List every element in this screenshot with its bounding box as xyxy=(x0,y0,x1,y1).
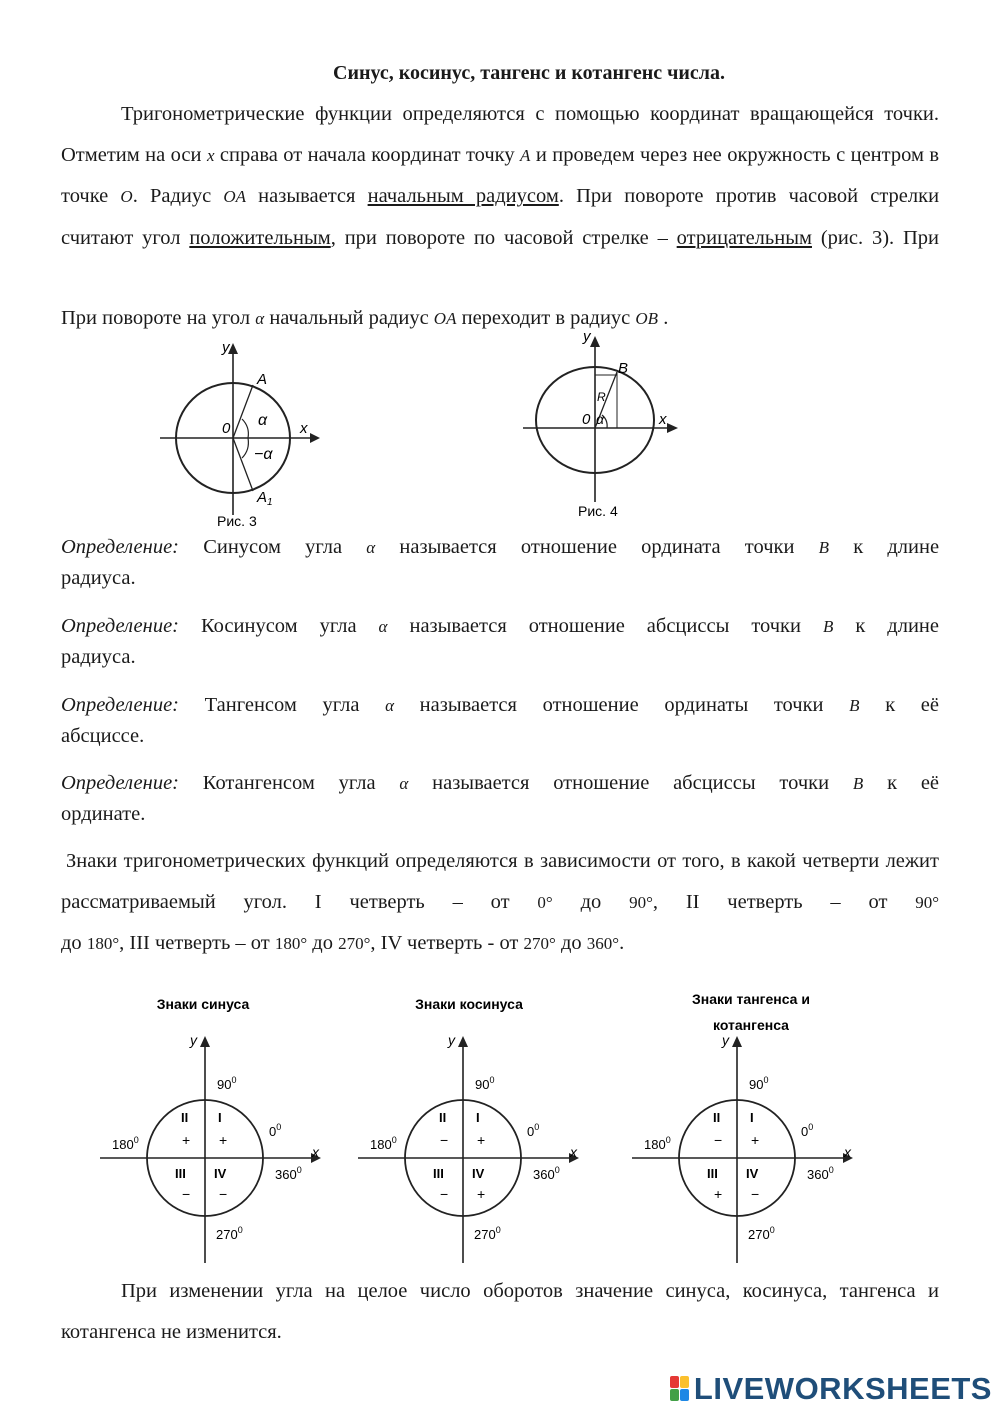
fig3-caption: Рис. 3 xyxy=(217,513,257,529)
diagram-title: Знаки синуса xyxy=(156,996,250,1012)
text: абсциссе. xyxy=(61,725,145,747)
fig3-origin-label: 0 xyxy=(222,420,231,437)
angle-0-label: $0^0$ xyxy=(527,1122,540,1139)
quadrant-iii-sign: − xyxy=(440,1186,449,1202)
diagram-title: Знаки тангенса и xyxy=(692,991,810,1007)
fig3-angle-arc-neg xyxy=(242,438,248,458)
math-alpha: α xyxy=(399,774,409,793)
quadrant-ii-label: II xyxy=(713,1110,721,1125)
term-initial-radius: начальным радиусом xyxy=(367,185,559,208)
fig4-x-arrow xyxy=(667,423,678,433)
quadrant-iii-sign: − xyxy=(182,1186,191,1202)
text: переходит в радиус xyxy=(461,307,631,329)
definition-label: Определение: xyxy=(61,694,179,716)
quadrant-ii-label: II xyxy=(439,1110,447,1125)
angle-value: 270° xyxy=(523,934,556,953)
math-alpha: α xyxy=(255,309,265,328)
fig4-radius-r: R xyxy=(597,390,606,404)
figure-3 xyxy=(150,335,350,535)
y-label: y xyxy=(448,1032,455,1048)
math-o: O xyxy=(120,187,133,207)
text: к длине xyxy=(853,536,940,558)
text: до xyxy=(580,890,602,913)
angle-0-label: $0^0$ xyxy=(269,1122,282,1139)
text: называется отношение ордината точки xyxy=(399,536,795,558)
quadrant-ii-sign: − xyxy=(440,1132,449,1148)
angle-180-label: $180^0$ xyxy=(112,1135,139,1152)
quadrant-iii-sign: + xyxy=(714,1186,723,1202)
angle-360-label: $360^0$ xyxy=(533,1165,560,1182)
fig3-x-label: x xyxy=(300,420,308,437)
text: Косинусом угла xyxy=(200,615,357,637)
definition-cosine xyxy=(61,611,939,673)
definition-label: Определение: xyxy=(61,615,179,637)
logo-icon xyxy=(670,1376,690,1402)
math-alpha: α xyxy=(385,696,395,715)
text: радиуса. xyxy=(61,646,136,668)
text: называется отношение ординаты точки xyxy=(419,694,824,716)
quadrant-i-sign: + xyxy=(477,1132,486,1148)
math-x: x xyxy=(206,145,215,165)
fig3-radius-a1 xyxy=(233,438,253,491)
liveworksheets-logo xyxy=(670,1371,992,1407)
fig4-y-label: y xyxy=(583,328,591,345)
y-axis-arrow xyxy=(200,1036,210,1047)
signs-paragraph-last-line xyxy=(61,923,624,965)
text: называется отношение абсциссы точки xyxy=(432,772,830,794)
page-title: Синус, косинус, тангенс и котангенс числа. xyxy=(333,62,725,84)
math-alpha: α xyxy=(378,617,388,636)
angle-90-label: $90^0$ xyxy=(217,1075,237,1092)
angle-180-label: $180^0$ xyxy=(644,1135,671,1152)
math-b: B xyxy=(849,696,860,715)
text: , III четверть – от xyxy=(119,932,270,954)
text: , IV четверть - от xyxy=(370,932,519,954)
angle-value: 180° xyxy=(86,934,120,953)
angle-value: 270° xyxy=(338,934,371,953)
y-label: y xyxy=(190,1032,197,1048)
fig3-radius-a xyxy=(233,385,253,438)
quadrant-ii-sign: − xyxy=(714,1132,723,1148)
math-oa: OA xyxy=(223,187,247,207)
logo-text: LIVEWORKSHEETS xyxy=(693,1371,992,1406)
text: (рис. 3). При xyxy=(820,226,940,249)
angle-value: 180° xyxy=(274,934,308,953)
angle-360-label: $360^0$ xyxy=(807,1165,834,1182)
angle-270-label: $270^0$ xyxy=(216,1225,243,1242)
text: . xyxy=(663,307,669,329)
y-label: y xyxy=(722,1032,729,1048)
angle-value: 360° xyxy=(586,934,620,953)
quadrant-iv-label: IV xyxy=(214,1166,227,1181)
quadrant-iii-label: III xyxy=(707,1166,718,1181)
angle-360-label: $360^0$ xyxy=(275,1165,302,1182)
intro-paragraph xyxy=(61,94,939,258)
text: и проведем через нее окружность с центром в точке xyxy=(61,143,940,208)
x-label: x xyxy=(570,1144,577,1160)
math-b: B xyxy=(818,538,830,557)
fig4-y-arrow xyxy=(590,336,600,347)
text: Тригонометрические функции определяются с помощью координат вращающейся точки. Отметим на оси xyxy=(61,103,939,166)
quadrant-iv-label: IV xyxy=(746,1166,759,1181)
math-b: B xyxy=(822,617,834,636)
diagram-title: котангенса xyxy=(713,1017,789,1033)
text: ординате. xyxy=(61,803,146,825)
angle-180-label: $180^0$ xyxy=(370,1135,397,1152)
text: называется xyxy=(258,185,356,208)
text: . Радиус xyxy=(132,185,212,208)
fig4-x-label: x xyxy=(659,411,667,428)
math-b: B xyxy=(852,774,864,793)
fig3-x-arrow xyxy=(310,433,320,443)
quadrant-iv-label: IV xyxy=(472,1166,485,1181)
definition-label: Определение: xyxy=(61,772,179,794)
text: При изменении угла на целое число оборотов значение синуса, косинуса, тангенса и котангенса не изменится. xyxy=(61,1280,939,1343)
fig3-point-a: A xyxy=(257,371,268,388)
angle-270-label: $270^0$ xyxy=(474,1225,501,1242)
fig4-point-b: B xyxy=(618,360,629,377)
quadrant-i-label: I xyxy=(476,1110,480,1125)
quadrant-i-label: I xyxy=(218,1110,222,1125)
text: к её xyxy=(887,772,940,794)
text: . xyxy=(619,932,625,954)
text: справа от начала координат точку xyxy=(219,143,515,166)
fig3-point-a1: $A_1$ xyxy=(257,489,273,508)
angle-270-label: $270^0$ xyxy=(748,1225,775,1242)
text: Тангенсом угла xyxy=(204,694,360,716)
text: Синусом угла xyxy=(203,536,343,558)
angle-value: 90° xyxy=(629,892,653,912)
text: начальный радиус xyxy=(269,307,429,329)
math-ob: OB xyxy=(635,309,659,328)
definition-label: Определение: xyxy=(61,536,179,558)
text: Котангенсом угла xyxy=(202,772,376,794)
text: к её xyxy=(885,694,939,716)
angle-value: 0° xyxy=(537,892,553,912)
text: , при повороте по часовой стрелке – xyxy=(330,226,668,249)
fig4-alpha: α xyxy=(596,411,604,427)
angle-90-label: $90^0$ xyxy=(475,1075,495,1092)
fig3-alpha: α xyxy=(258,412,268,429)
fig3-angle-arc-pos xyxy=(242,419,248,438)
quadrant-ii-label: II xyxy=(181,1110,189,1125)
text: . При повороте против часовой стрелки считают угол xyxy=(61,185,940,249)
quadrant-iii-label: III xyxy=(175,1166,186,1181)
quadrant-iv-sign: − xyxy=(219,1186,228,1202)
definition-sine xyxy=(61,532,939,594)
quadrant-i-label: I xyxy=(750,1110,754,1125)
y-axis-arrow xyxy=(458,1036,468,1047)
text: Знаки тригонометрических функций определяются в зависимости от того, в какой четверти лежит рассматриваемый угол. I четверть – от xyxy=(61,850,939,913)
fig3-y-arrow xyxy=(228,343,238,354)
text: до xyxy=(560,932,582,954)
intro-last-line: При повороте на угол α начальный радиус OA переходит в радиус OB . xyxy=(61,307,669,329)
quadrant-iv-sign: + xyxy=(477,1186,486,1202)
quadrant-iii-label: III xyxy=(433,1166,444,1181)
x-label: x xyxy=(312,1144,319,1160)
definition-cotangent xyxy=(61,768,939,830)
fig4-origin-label: 0 xyxy=(582,411,591,428)
math-a: A xyxy=(520,145,531,165)
text: радиуса. xyxy=(61,567,136,589)
math-oa: OA xyxy=(433,309,457,328)
quadrant-i-sign: + xyxy=(219,1132,228,1148)
fig3-y-label: y xyxy=(222,339,230,356)
figure-4 xyxy=(515,327,715,527)
math-alpha: α xyxy=(366,538,376,557)
angle-0-label: $0^0$ xyxy=(801,1122,814,1139)
quadrant-i-sign: + xyxy=(751,1132,760,1148)
text: называется отношение абсциссы точки xyxy=(409,615,801,637)
text: , II четверть – от xyxy=(652,890,888,913)
text: к длине xyxy=(855,615,939,637)
angle-90-label: $90^0$ xyxy=(749,1075,769,1092)
fig4-caption: Рис. 4 xyxy=(578,503,618,519)
quadrant-ii-sign: + xyxy=(182,1132,191,1148)
footer-paragraph xyxy=(61,1271,939,1352)
quadrant-iv-sign: − xyxy=(751,1186,760,1202)
diagram-title: Знаки косинуса xyxy=(415,996,523,1012)
sign-diagrams xyxy=(0,980,1000,1270)
signs-paragraph xyxy=(61,841,939,923)
text: до xyxy=(61,932,82,954)
term-positive: положительным xyxy=(189,226,331,249)
text: до xyxy=(312,932,333,954)
term-negative: отрицательным xyxy=(676,226,812,249)
definition-tangent xyxy=(61,690,939,752)
angle-value: 90° xyxy=(915,892,940,912)
y-axis-arrow xyxy=(732,1036,742,1047)
x-label: x xyxy=(844,1144,851,1160)
fig3-neg-alpha: −α xyxy=(254,446,273,463)
